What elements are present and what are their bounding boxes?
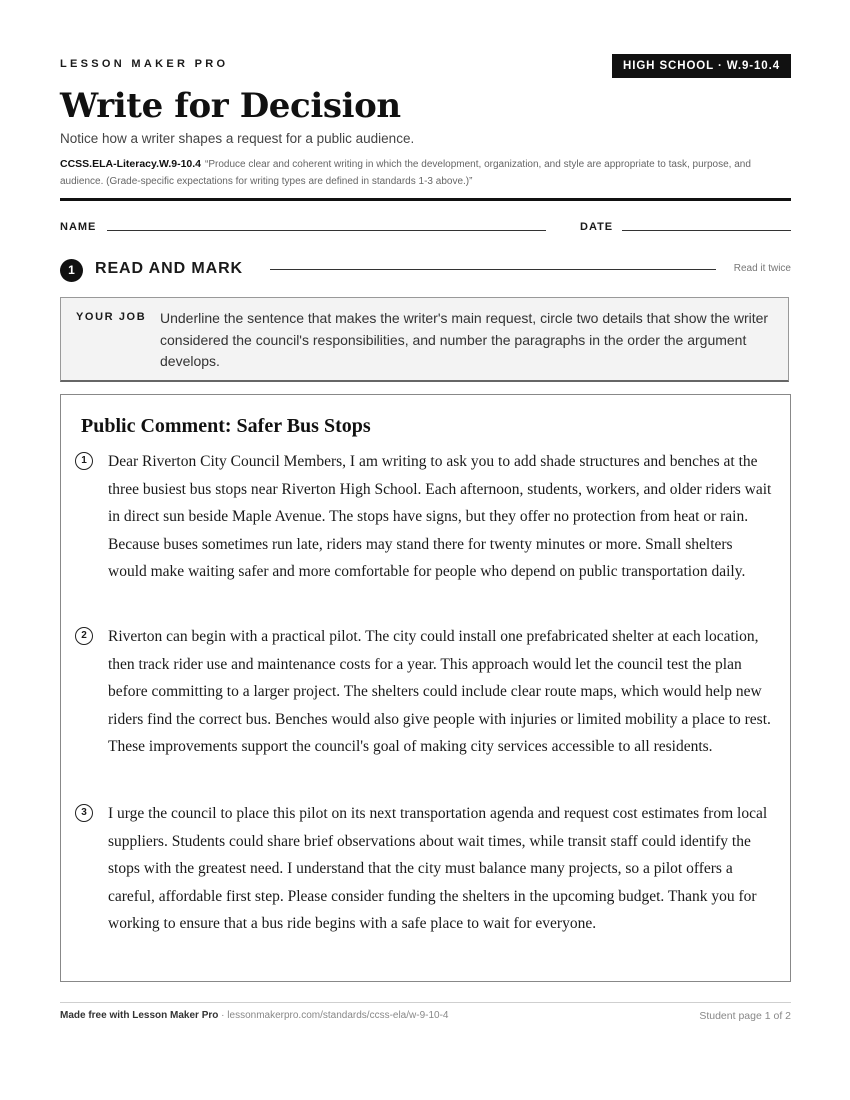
footer-credit <box>60 1010 448 1021</box>
passage-title: Public Comment: Safer Bus Stops <box>81 415 371 437</box>
name-field-line[interactable] <box>107 230 546 231</box>
page-title: Write for Decision <box>60 86 401 126</box>
standard-statement <box>60 156 791 190</box>
passage-box <box>60 394 791 982</box>
footer-url-link[interactable]: lessonmakerpro.com/standards/ccss-ela/w-9-10-4 <box>227 1010 449 1021</box>
footer-page-number: Student page 1 of 2 <box>699 1010 791 1022</box>
date-field-line[interactable] <box>622 230 791 231</box>
paragraph-number-3: 3 <box>75 804 93 822</box>
standard-code: CCSS.ELA-Literacy.W.9-10.4 <box>60 158 202 170</box>
section-hint: Read it twice <box>733 263 791 274</box>
section-number-badge: 1 <box>60 259 83 282</box>
passage-paragraph-3: I urge the council to place this pilot on its next transportation agenda and request cost estimates from local suppliers. Students could share brief observations about wait times, while transit staff could identify the stops with the greatest need. I understand that the city must balance many projects, so a pilot offers a careful, affordable first step. Please consider funding the shelters in the upcoming budget. Thank you for working to ensure that a bus ride begins with a safe place to wait for everyone. <box>108 805 768 933</box>
paragraph-number-2: 2 <box>75 627 93 645</box>
passage-paragraph-2: Riverton can begin with a practical pilot. The city could install one prefabricated shelter at each location, then track rider use and maintenance costs for a year. This approach would let the council test the plan before committing to a larger project. The shelters could include clear route maps, which would help new riders find the correct bus. Benches would also give people with injuries or limited mobility a place to rest. These improvements support the council's goal of making city services accessible to all residents. <box>108 628 771 756</box>
standard-text: “Produce clear and coherent writing in which the development, organization, and style are appropriate to task, purpose, and audience. (Grade-specific expectations for writing types are defined in standards 1-3 above.)” <box>60 159 751 187</box>
your-job-instructions: Underline the sentence that makes the writer's main request, circle two details that show the writer considered the council's responsibilities, and number the paragraphs in the order the argument develops. <box>160 310 769 369</box>
level-badge: HIGH SCHOOL · W.9-10.4 <box>612 54 791 78</box>
footer-separator: · <box>218 1010 228 1021</box>
section-title: READ AND MARK <box>95 260 243 277</box>
passage-paragraph-1: Dear Riverton City Council Members, I am writing to ask you to add shade structures and benches at the three busiest bus stops near Riverton High School. Each afternoon, students, workers, and older riders wait in direct sun beside Maple Avenue. The stops have signs, but they offer no protection from heat or rain. Because buses sometimes run late, riders may stand there for twenty minutes or more. Small shelters would make waiting safer and more comfortable for people who depend on public transportation daily. <box>108 453 772 581</box>
footer-made-with: Made free with Lesson Maker Pro <box>60 1010 219 1021</box>
footer-divider <box>60 1002 791 1003</box>
section-rule <box>270 269 716 270</box>
name-label: NAME <box>60 221 97 233</box>
page-subtitle: Notice how a writer shapes a request for a public audience. <box>60 131 415 146</box>
your-job-box <box>60 297 789 382</box>
your-job-label: YOUR JOB <box>76 311 147 323</box>
date-label: DATE <box>580 221 614 233</box>
paragraph-number-1: 1 <box>75 452 93 470</box>
brand-name: LESSON MAKER PRO <box>60 58 229 70</box>
header-divider <box>60 198 791 201</box>
